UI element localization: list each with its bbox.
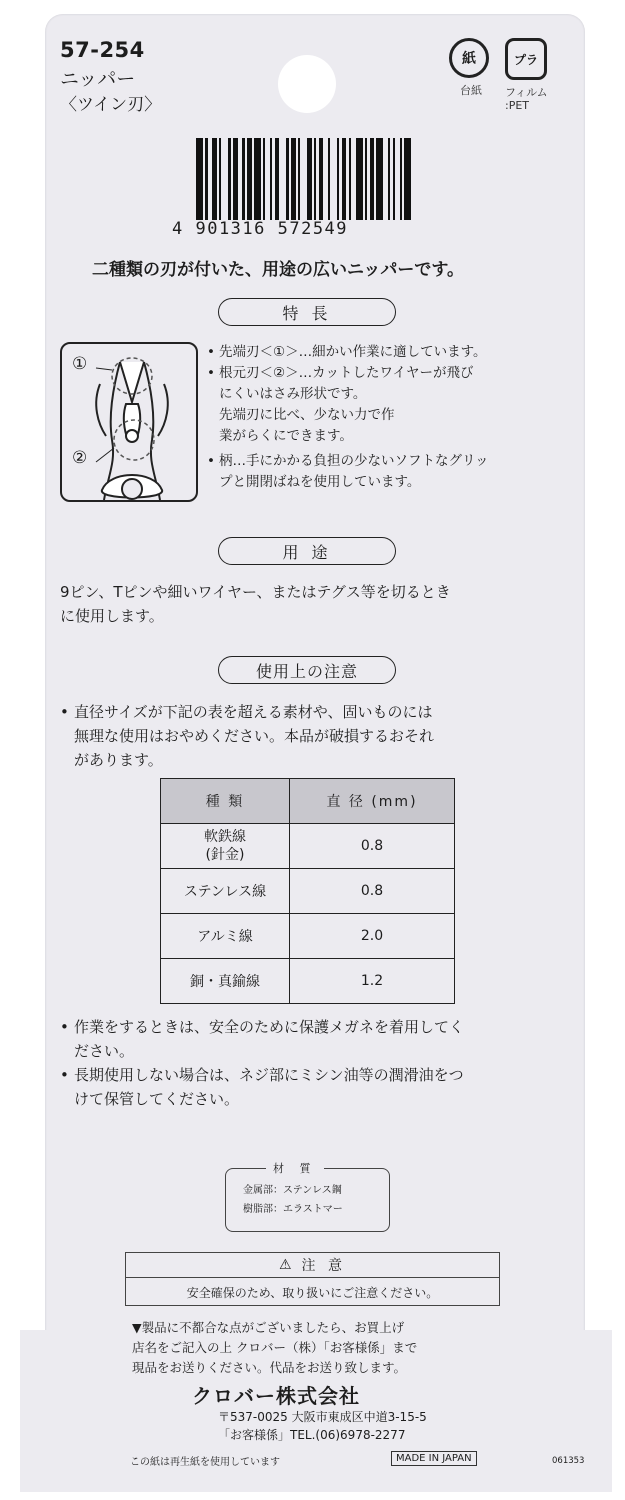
marker-2: ② xyxy=(72,448,88,468)
features-heading: 特 長 xyxy=(218,298,396,326)
table-header-row xyxy=(161,779,455,824)
barcode-digits: 4 901316 572549 xyxy=(172,219,349,239)
barcode-bar xyxy=(196,138,203,220)
product-name: ニッパー xyxy=(60,68,136,90)
table-header-type: 種 類 xyxy=(161,779,290,824)
barcode-bar xyxy=(254,138,261,220)
table-row: 軟鉄線 (針金) 0.8 xyxy=(161,824,455,869)
feature-item: • 先端刃＜①＞…細かい作業に適しています。 xyxy=(207,344,487,360)
recycle-paper-icon: 紙 xyxy=(449,38,489,78)
barcode-bar xyxy=(356,138,363,220)
precaution-item-1: • 直径サイズが下記の表を超える素材や、固いものには 無理な使用はおやめください。本品が破損するおそれ があります。 xyxy=(60,703,435,769)
product-code: 57-254 xyxy=(60,38,145,62)
barcode-bar xyxy=(404,138,411,220)
recycle-plastic-label: フィルム :PET xyxy=(505,86,548,112)
company-contact xyxy=(218,1408,427,1444)
table-row: アルミ線 2.0 xyxy=(161,914,455,959)
material-title: 材 質 xyxy=(266,1160,324,1176)
barcode xyxy=(196,138,414,220)
caution-box xyxy=(125,1252,500,1306)
material-resin: 樹脂部：エラストマー xyxy=(243,1204,343,1215)
barcode-bar xyxy=(376,138,383,220)
table-header-diameter: 直 径 (mm) xyxy=(290,779,455,824)
recycle-plastic xyxy=(505,38,561,112)
caution-title: 注 意 xyxy=(301,1258,346,1274)
return-notice: ▼製品に不都合な点がございましたら、お買上げ 店名をご記入の上 クロバー（株）「お客様係」まで 現品をお送りください。代品をお送り致します。 xyxy=(132,1320,418,1375)
table-row: ステンレス線 0.8 xyxy=(161,869,455,914)
marker-1: ① xyxy=(72,354,88,374)
recycle-paper-label: 台紙 xyxy=(460,84,482,97)
barcode-bar xyxy=(330,138,337,220)
usage-heading: 用 途 xyxy=(218,537,396,565)
precaution-item-3: • 長期使用しない場合は、ネジ部にミシン油等の潤滑油をつ けて保管してください。 xyxy=(60,1066,464,1108)
made-in-japan: MADE IN JAPAN xyxy=(391,1451,477,1466)
recycle-plastic-icon: プラ xyxy=(505,38,547,80)
barcode-bar xyxy=(221,138,228,220)
barcode-bar xyxy=(279,138,286,220)
recycle-paper xyxy=(449,38,493,97)
caution-text: 安全確保のため、取り扱いにご注意ください。 xyxy=(186,1285,439,1300)
company-phone: 「お客様係」TEL.(06)6978-2277 xyxy=(218,1428,406,1442)
barcode-bar xyxy=(411,138,413,220)
feature-item: • 根元刃＜②＞…カットしたワイヤーが飛び にくいはさみ形状です。 先端刃に比べ、少ない力で作 業がらくにできます。 xyxy=(207,365,474,444)
usage-text: 9ピン、Tピンや細いワイヤー、またはテグス等を切るとき に使用します。 xyxy=(60,583,451,625)
company-address: 〒537-0025 大阪市東成区中道3-15-5 xyxy=(218,1410,427,1424)
table-row: 銅・真鍮線 1.2 xyxy=(161,959,455,1004)
material-box xyxy=(225,1168,390,1232)
precautions-heading: 使用上の注意 xyxy=(218,656,396,684)
precaution-item-2: • 作業をするときは、安全のために保護メガネを着用してく ださい。 xyxy=(60,1018,465,1060)
product-subtitle: 〈ツイン刃〉 xyxy=(60,95,162,115)
warning-icon: ⚠ xyxy=(278,1257,292,1273)
hang-hole xyxy=(278,55,336,113)
barcode-bar xyxy=(300,138,307,220)
material-metal: 金属部：ステンレス鋼 xyxy=(243,1185,342,1196)
recycled-paper-note: この紙は再生紙を使用しています xyxy=(130,1457,280,1468)
nipper-illustration xyxy=(60,342,198,502)
precaution-items-2-3 xyxy=(60,1015,560,1111)
company-name: クロバー株式会社 xyxy=(192,1384,360,1408)
serial-number: 061353 xyxy=(552,1456,585,1466)
features-list xyxy=(207,342,547,493)
caution-header xyxy=(126,1253,499,1278)
diameter-table xyxy=(160,778,455,1004)
feature-item: • 柄…手にかかる負担の少ないソフトなグリッ プと開閉ばねを使用しています。 xyxy=(207,453,489,490)
lead-text: 二種類の刃が付いた、用途の広いニッパーです。 xyxy=(92,260,464,280)
